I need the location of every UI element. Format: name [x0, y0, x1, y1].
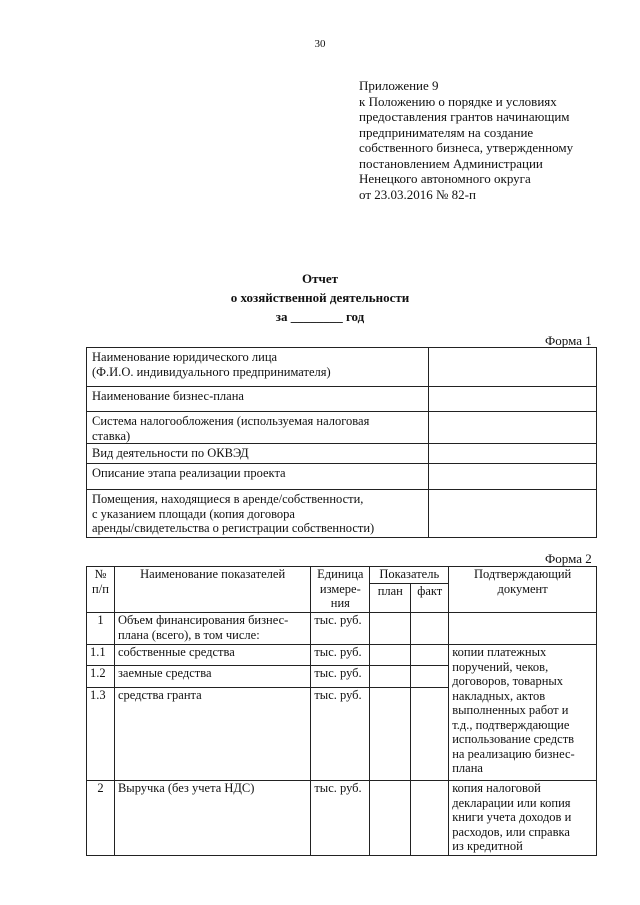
table-cell: Наименование бизнес-плана: [87, 387, 429, 412]
table-cell: Помещения, находящиеся в аренде/собственности, с указанием площади (копия договора аренды/свидетельства о регистрации собственности): [87, 490, 429, 538]
value-cell[interactable]: [429, 444, 597, 464]
value-cell[interactable]: [429, 348, 597, 387]
row-name: заемные средства: [114, 666, 310, 688]
appendix-line: постановлением Администрации: [359, 155, 543, 171]
page-number: 30: [314, 38, 326, 50]
appendix-block: [359, 78, 629, 202]
header-indicator: Показатель: [370, 567, 449, 584]
table-row: [87, 645, 597, 666]
table-row: [87, 387, 597, 412]
fact-cell[interactable]: [411, 666, 449, 688]
row-num: 1: [87, 613, 115, 645]
header-num: № п/п: [87, 567, 115, 613]
row-name: средства гранта: [114, 688, 310, 781]
appendix-line: предпринимателям на создание: [359, 124, 534, 140]
row-unit: тыс. руб.: [311, 613, 370, 645]
table-cell: Наименование юридического лица (Ф.И.О. индивидуального предпринимателя): [87, 348, 429, 387]
table-row: [87, 412, 597, 444]
form1-table: [86, 347, 597, 538]
row-unit: тыс. руб.: [311, 688, 370, 781]
title-line: о хозяйственной деятельности: [230, 290, 410, 305]
header-fact: факт: [411, 584, 449, 613]
header-name: Наименование показателей: [114, 567, 310, 613]
header-row: [87, 567, 597, 584]
doc-cell: копии платежных поручений, чеков, договоров, товарных накладных, актов выполненных работ и т.д., подтверждающие использование средств на реализацию бизнес- плана: [449, 645, 597, 781]
doc-cell: копия налоговой декларации или копия книги учета доходов и расходов, или справка из кредитной: [449, 781, 597, 856]
fact-cell[interactable]: [411, 688, 449, 781]
appendix-line: собственного бизнеса, утвержденному: [359, 140, 574, 155]
table-row: [87, 464, 597, 490]
table-cell: Описание этапа реализации проекта: [87, 464, 429, 490]
value-cell[interactable]: [429, 387, 597, 412]
row-unit: тыс. руб.: [311, 781, 370, 856]
table-cell: Вид деятельности по ОКВЭД: [87, 444, 429, 464]
title-line: за ________ год: [275, 309, 365, 324]
table-row: [87, 444, 597, 464]
form1-label: Форма 1: [545, 333, 592, 348]
fact-cell[interactable]: [411, 645, 449, 666]
row-num: 1.2: [87, 666, 115, 688]
plan-cell[interactable]: [370, 688, 411, 781]
appendix-line: предоставления грантов начинающим: [359, 109, 570, 124]
table-cell: Система налогообложения (используемая налоговая ставка): [87, 412, 429, 444]
row-name: собственные средства: [114, 645, 310, 666]
appendix-line: Ненецкого автономного округа: [359, 171, 531, 186]
header-document: Подтверждающий документ: [449, 567, 597, 613]
doc-cell: [449, 613, 597, 645]
appendix-line: Приложение 9: [359, 78, 439, 93]
plan-cell[interactable]: [370, 645, 411, 666]
plan-cell[interactable]: [370, 666, 411, 688]
appendix-line: от 23.03.2016 № 82-п: [359, 186, 476, 202]
value-cell[interactable]: [429, 412, 597, 444]
fact-cell[interactable]: [411, 613, 449, 645]
appendix-line: к Положению о порядке и условиях: [359, 93, 557, 109]
fact-cell[interactable]: [411, 781, 449, 856]
header-plan: план: [370, 584, 411, 613]
value-cell[interactable]: [429, 490, 597, 538]
plan-cell[interactable]: [370, 781, 411, 856]
row-num: 1.3: [87, 688, 115, 781]
title-line: Отчет: [302, 271, 338, 286]
header-unit: Единица измере- ния: [311, 567, 370, 613]
form2-table: [86, 566, 597, 856]
row-unit: тыс. руб.: [311, 666, 370, 688]
report-title: [0, 271, 640, 328]
row-unit: тыс. руб.: [311, 645, 370, 666]
table-row: [87, 781, 597, 856]
form2-label: Форма 2: [545, 551, 592, 566]
row-name: Выручка (без учета НДС): [114, 781, 310, 856]
table-row: [87, 348, 597, 387]
row-name: Объем финансирования бизнес- плана (всего), в том числе:: [114, 613, 310, 645]
table-row: [87, 613, 597, 645]
row-num: 1.1: [87, 645, 115, 666]
table-row: [87, 490, 597, 538]
row-num: 2: [87, 781, 115, 856]
plan-cell[interactable]: [370, 613, 411, 645]
value-cell[interactable]: [429, 464, 597, 490]
